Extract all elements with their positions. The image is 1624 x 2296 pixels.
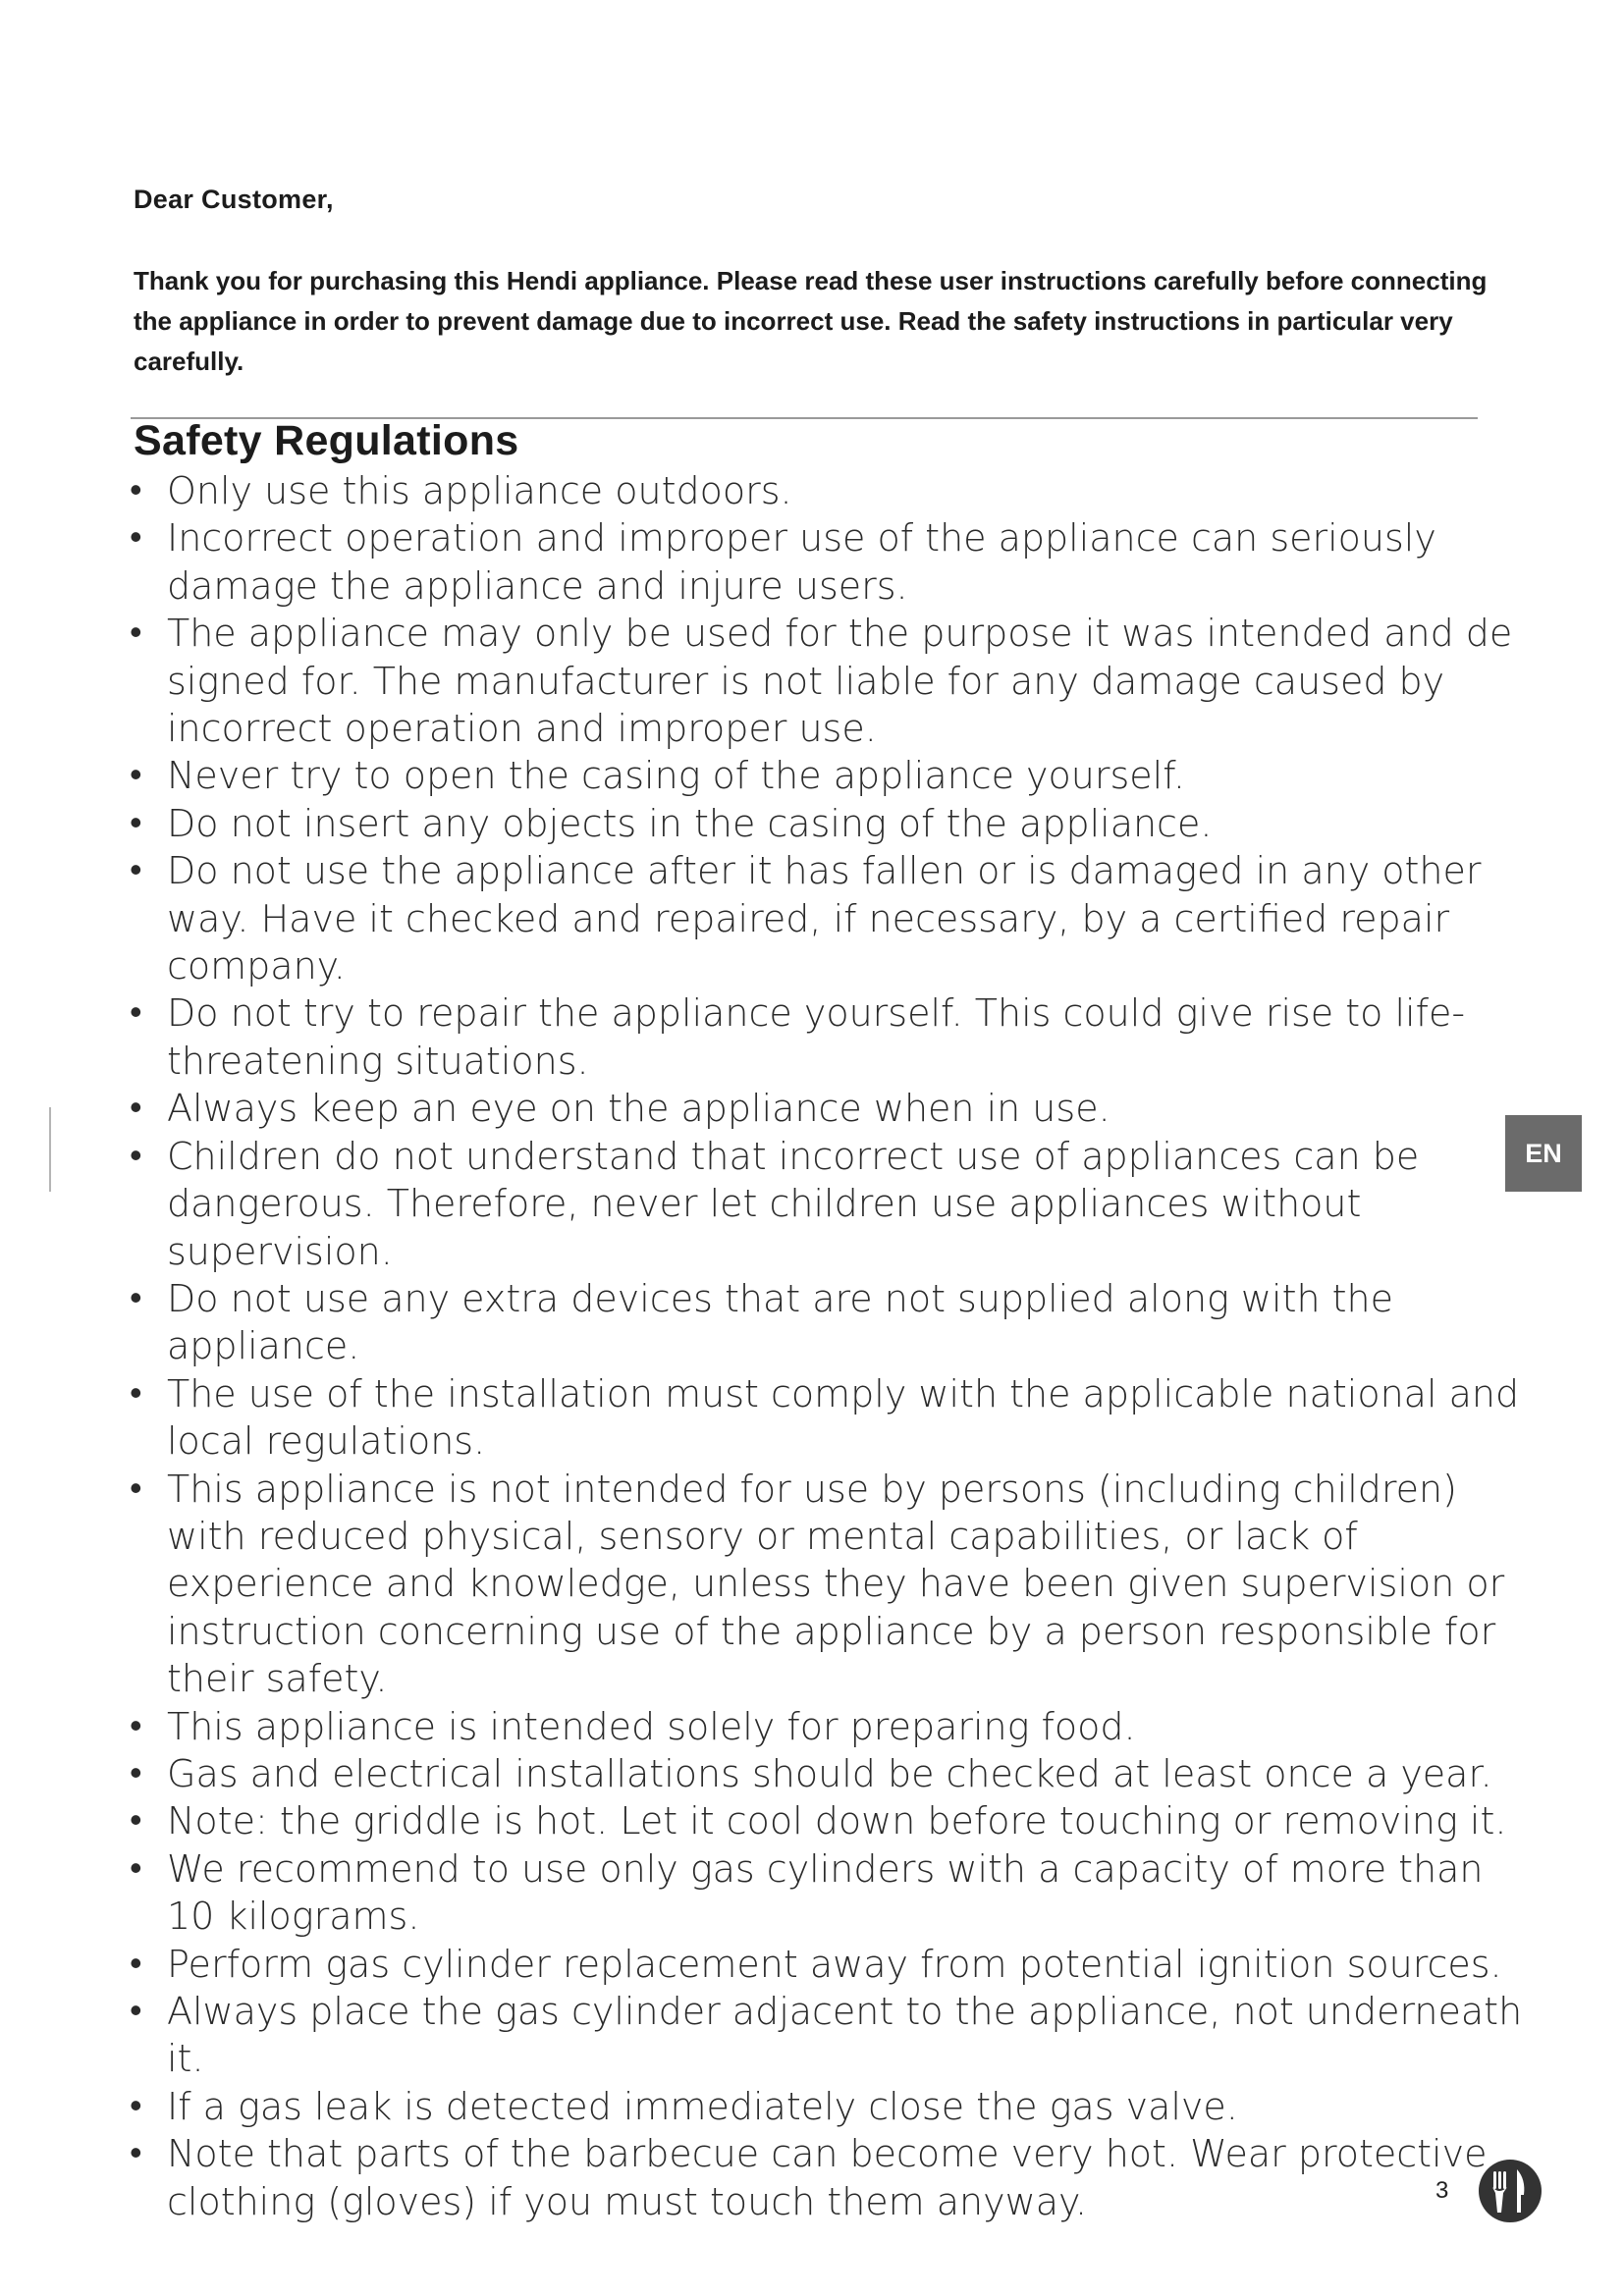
rule-text: Note: the griddle is hot. Let it cool down before touching or removing it. — [167, 1799, 1507, 1843]
bullet-icon: • — [130, 2085, 142, 2126]
bullet-icon: • — [130, 613, 142, 654]
bullet-icon: • — [130, 850, 142, 891]
bullet-icon: • — [130, 1088, 142, 1129]
safety-rule — [130, 1370, 1524, 1466]
bullet-icon: • — [130, 1991, 142, 2031]
safety-rules-list — [130, 467, 1524, 2225]
page-number: 3 — [1435, 2177, 1449, 2204]
bullet-icon: • — [130, 1847, 142, 1889]
bullet-icon: • — [130, 1943, 142, 1984]
rule-text: Do not use any extra devices that are not supplied along with the appliance. — [167, 1276, 1393, 1368]
bullet-icon: • — [130, 1752, 142, 1793]
greeting: Dear Customer, — [134, 185, 334, 214]
bullet-icon: • — [130, 1705, 142, 1746]
rule-text: This appliance is intended solely for preparing food. — [167, 1704, 1136, 1748]
bullet-icon: • — [130, 1468, 142, 1509]
safety-rule — [130, 1085, 1524, 1132]
rule-text: Note that parts of the barbecue can become very hot. Wear protective clothing (gloves) if you must touch them anyway. — [167, 2132, 1488, 2223]
safety-rule — [130, 610, 1524, 752]
bullet-icon: • — [130, 1135, 142, 1176]
safety-rule — [130, 989, 1524, 1085]
safety-rule — [130, 1941, 1524, 1988]
safety-rule — [130, 1466, 1524, 1703]
rule-text: Perform gas cylinder replacement away from potential ignition sources. — [167, 1942, 1502, 1986]
bullet-icon: • — [130, 802, 142, 843]
rule-text: Do not insert any objects in the casing of the appliance. — [167, 801, 1213, 845]
bullet-icon: • — [130, 517, 142, 559]
rule-text: Incorrect operation and improper use of the appliance can seriously damage the appliance and injure users. — [167, 516, 1436, 608]
intro-paragraph: Thank you for purchasing this Hendi appliance. Please read these user instructions carefully before connecting the appliance in order to prevent damage due to incorrect use. Read the safety instructions in particular very carefully. — [134, 266, 1488, 376]
bullet-icon: • — [130, 1800, 142, 1842]
rule-text: The appliance may only be used for the purpose it was intended and de signed for. The manufacturer is not liable for any damage caused by incorrect operation and improper use. — [167, 612, 1513, 751]
safety-rule — [130, 2130, 1524, 2225]
rule-text: Only use this appliance outdoors. — [167, 469, 792, 512]
safety-rule — [130, 2083, 1524, 2130]
rule-text: Always keep an eye on the appliance when in use. — [167, 1087, 1110, 1131]
rule-text: Do not use the appliance after it has fallen or is damaged in any other way. Have it checked and repaired, if necessary, by a certified repair company. — [167, 849, 1482, 988]
safety-rule — [130, 1845, 1524, 1941]
safety-rule — [130, 1703, 1524, 1750]
safety-rule — [130, 467, 1524, 514]
rule-text: Always place the gas cylinder adjacent to the appliance, not underneath it. — [167, 1990, 1523, 2081]
safety-rule — [130, 800, 1524, 847]
safety-rule — [130, 1988, 1524, 2083]
safety-rule — [130, 514, 1524, 610]
bullet-icon: • — [130, 470, 142, 510]
safety-rule — [130, 847, 1524, 989]
safety-rule — [130, 1797, 1524, 1844]
safety-rule — [130, 1750, 1524, 1797]
rule-text: Children do not understand that incorrect use of appliances can be dangerous. Therefore, never let children use appliances without supervision. — [167, 1134, 1420, 1273]
rule-text: The use of the installation must comply with the applicable national and local regulations. — [167, 1371, 1520, 1464]
safety-rule — [130, 1275, 1524, 1370]
bullet-icon: • — [130, 992, 142, 1034]
rule-text: If a gas leak is detected immediately close the gas valve. — [167, 2084, 1238, 2128]
rule-text: Do not try to repair the appliance yourself. This could give rise to life-threatening situations. — [167, 991, 1466, 1083]
safety-rule — [130, 752, 1524, 799]
margin-mark — [49, 1107, 51, 1192]
section-title: Safety Regulations — [134, 417, 519, 464]
bullet-icon: • — [130, 2133, 142, 2174]
rule-text: We recommend to use only gas cylinders with a capacity of more than 10 kilograms. — [167, 1846, 1484, 1939]
bullet-icon: • — [130, 1372, 142, 1414]
rule-text: This appliance is not intended for use by persons (including children) with reduced physical, sensory or mental capabilities, or lack of experience and knowledge, unless they have been given supervision or instruction concerning use of the appliance by a person responsible for their safety. — [167, 1467, 1505, 1701]
hendi-cutlery-logo-icon — [1477, 2158, 1543, 2224]
rule-text: Never try to open the casing of the appliance yourself. — [167, 754, 1185, 798]
bullet-icon: • — [130, 1277, 142, 1318]
bullet-icon: • — [130, 755, 142, 796]
rule-text: Gas and electrical installations should be checked at least once a year. — [167, 1751, 1492, 1795]
language-tab: EN — [1505, 1115, 1582, 1192]
safety-rule — [130, 1133, 1524, 1275]
